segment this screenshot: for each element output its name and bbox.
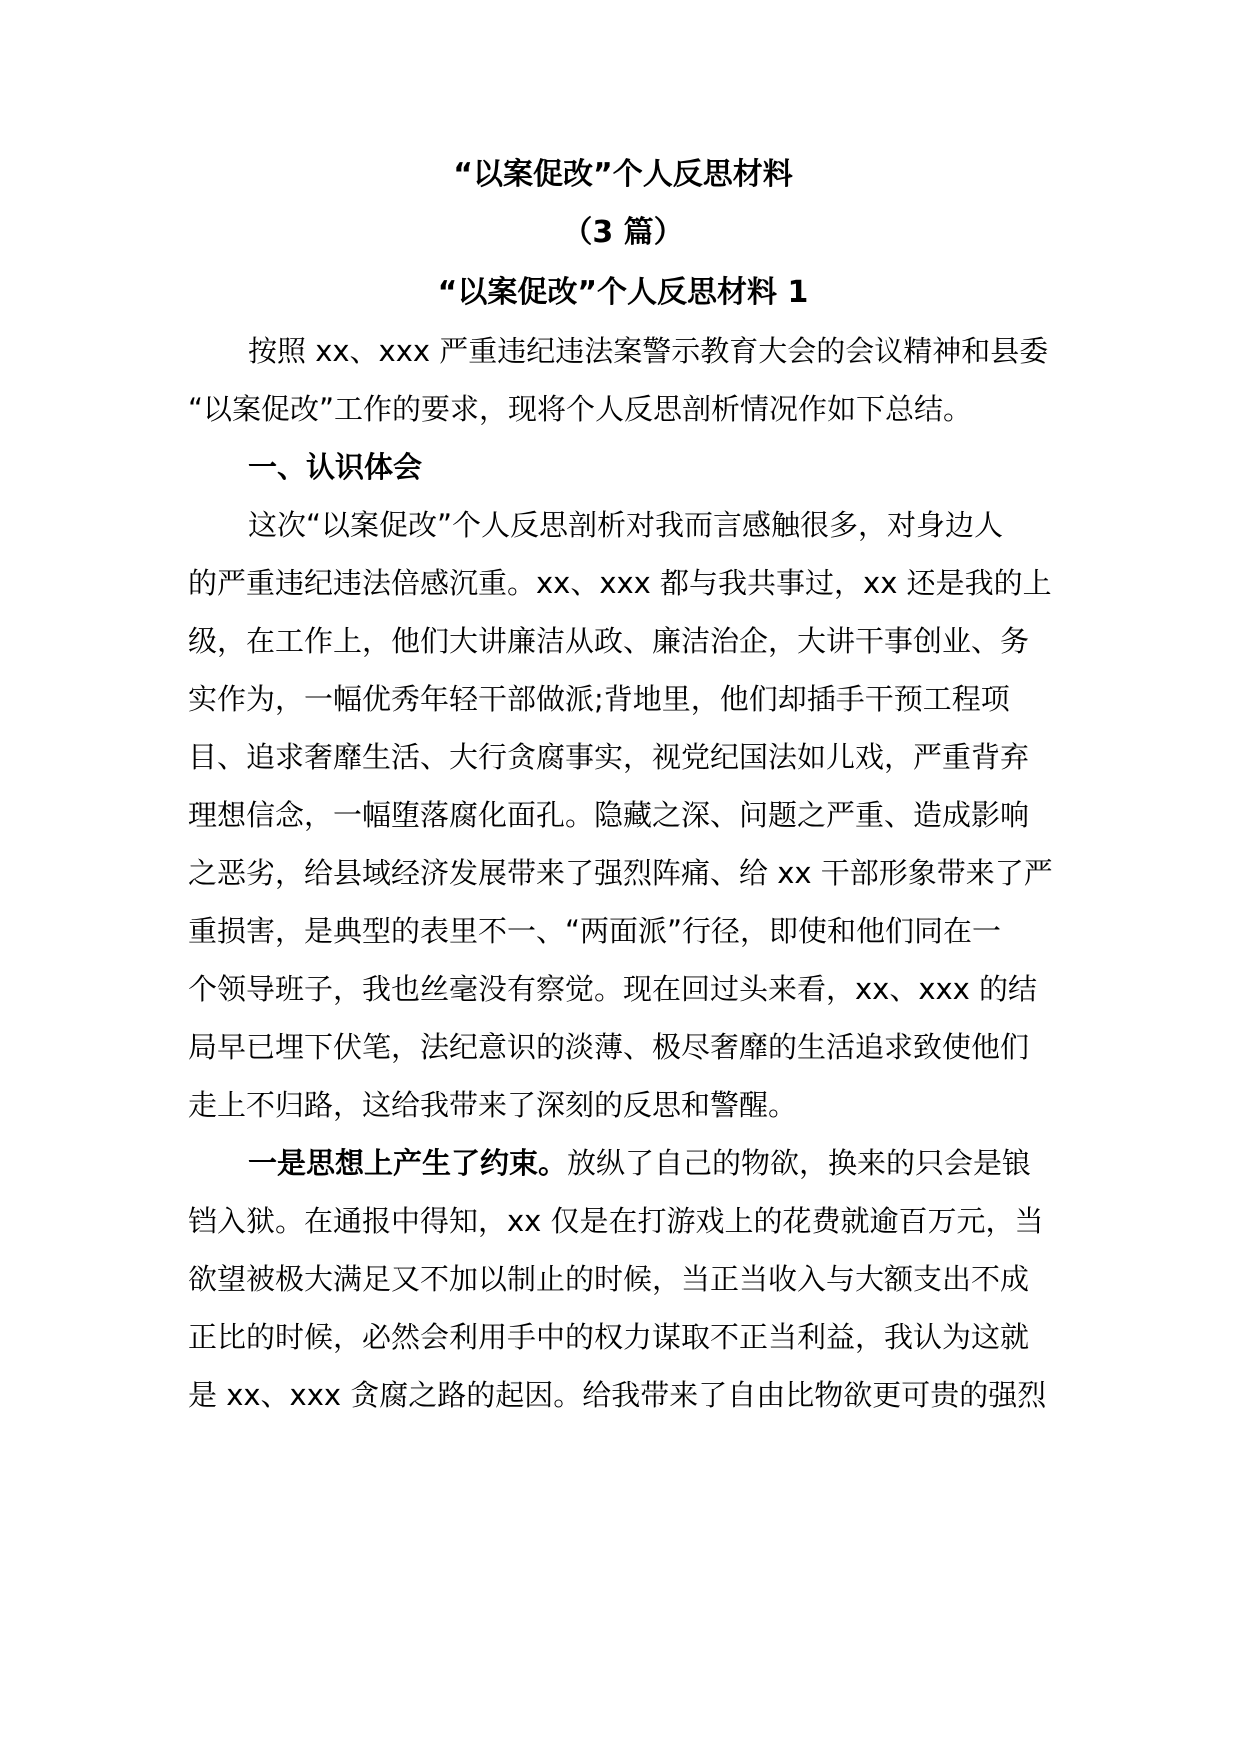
- paragraph-line: 理想信念，一幅堕落腐化面孔。隐藏之深、问题之严重、造成影响: [188, 798, 1030, 832]
- document-page: [188, 0, 1058, 1754]
- paragraph-line: 局早已埋下伏笔，法纪意识的淡薄、极尽奢靡的生活追求致使他们: [188, 1030, 1030, 1064]
- paragraph-line: 铛入狱。在通报中得知，xx 仅是在打游戏上的花费就逾百万元，当: [188, 1204, 1044, 1238]
- paragraph-line: 个领导班子，我也丝毫没有察觉。现在回过头来看，xx、xxx 的结: [188, 972, 1038, 1006]
- paragraph-line: 目、追求奢靡生活、大行贪腐事实，视党纪国法如儿戏，严重背弃: [188, 740, 1030, 774]
- paragraph-line: [248, 1143, 1031, 1183]
- paragraph-line: 之恶劣，给县域经济发展带来了强烈阵痛、给 xx 干部形象带来了严: [188, 856, 1053, 890]
- paragraph-lead: 一是思想上产生了约束。: [248, 1146, 568, 1180]
- intro-line: 按照 xx、xxx 严重违纪违法案警示教育大会的会议精神和县委: [248, 334, 1049, 368]
- paragraph-line: 欲望被极大满足又不加以制止的时候，当正当收入与大额支出不成: [188, 1262, 1030, 1296]
- paragraph-line: 重损害，是典型的表里不一、“两面派”行径，即使和他们同在一: [188, 914, 1002, 948]
- paragraph-line: 走上不归路，这给我带来了深刻的反思和警醒。: [188, 1088, 798, 1122]
- paragraph-line: 实作为，一幅优秀年轻干部做派;背地里，他们却插手干预工程项: [188, 682, 1010, 716]
- section-heading: 一、认识体会: [248, 450, 423, 484]
- paragraph-line: 正比的时候，必然会利用手中的权力谋取不正当利益，我认为这就: [188, 1320, 1030, 1354]
- paragraph-line: 是 xx、xxx 贪腐之路的起因。给我带来了自由比物欲更可贵的强烈: [188, 1378, 1047, 1412]
- document-subtitle: （3 篇）: [562, 215, 684, 250]
- paragraph-line: 这次“以案促改”个人反思剖析对我而言感触很多，对身边人: [248, 508, 1004, 542]
- section-title: “以案促改”个人反思材料 1: [437, 275, 809, 310]
- document-title: “以案促改”个人反思材料: [453, 157, 793, 192]
- paragraph-line: 级，在工作上，他们大讲廉洁从政、廉洁治企，大讲干事创业、务: [188, 624, 1030, 658]
- intro-line: “以案促改”工作的要求，现将个人反思剖析情况作如下总结。: [188, 392, 973, 426]
- paragraph-line: 的严重违纪违法倍感沉重。xx、xxx 都与我共事过，xx 还是我的上: [188, 566, 1052, 600]
- paragraph-text: 放纵了自己的物欲，换来的只会是锒: [567, 1146, 1032, 1180]
